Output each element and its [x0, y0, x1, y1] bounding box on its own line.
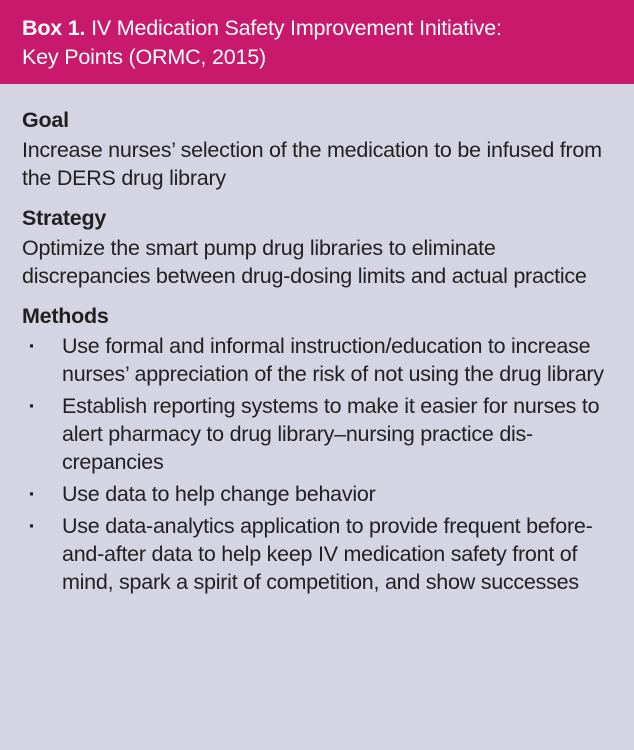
list-item [22, 392, 614, 476]
box-title: IV Medication Safety Improvement Initiative: [85, 16, 502, 40]
methods-list [22, 332, 614, 596]
list-item [22, 332, 614, 388]
box-body [0, 84, 634, 596]
bullet-icon: · [28, 514, 36, 538]
methods-section [22, 302, 614, 596]
strategy-heading: Strategy [22, 206, 107, 230]
list-item [22, 512, 614, 596]
strategy-section [22, 204, 614, 290]
method-text: Use formal and informal instruction/education to increase nurses’ appreciation of the risk of not using the drug library [62, 334, 604, 386]
method-text: Use data-analytics application to provide frequent before-and-after data to help keep IV medication safety front of mind, spark a spirit of competition, and show successes [62, 514, 593, 594]
goal-section [22, 106, 614, 192]
box-title-line-2: Key Points (ORMC, 2015) [22, 45, 266, 69]
list-item [22, 480, 614, 508]
goal-text: Increase nurses’ selection of the medication to be infused from the DERS drug library [22, 138, 602, 190]
box-header [0, 0, 634, 84]
box-title-line-1 [22, 14, 614, 43]
strategy-text: Optimize the smart pump drug libraries to eliminate discrepancies between drug-dosing limits and actual practice [22, 236, 587, 288]
bullet-icon: · [28, 482, 36, 506]
method-text: Use data to help change behavior [62, 482, 376, 506]
goal-heading: Goal [22, 108, 69, 132]
bullet-icon: · [28, 394, 36, 418]
box-label: Box 1. [22, 16, 86, 40]
methods-heading: Methods [22, 304, 109, 328]
bullet-icon: · [28, 334, 36, 358]
method-text: Establish reporting systems to make it easier for nurses to alert pharmacy to drug library–nursing practice dis-crepancies [62, 394, 600, 474]
